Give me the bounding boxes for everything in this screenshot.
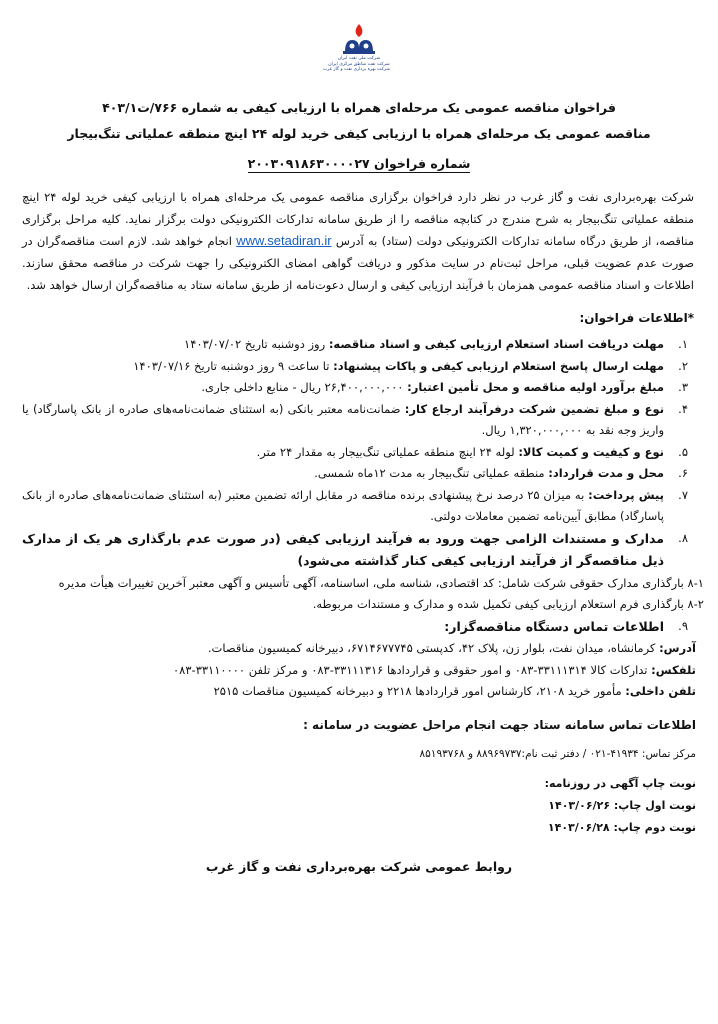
contact-label: تلفکس: <box>651 662 696 677</box>
contact-label: تلفن داخلی: <box>625 684 696 698</box>
item-number: ۵. <box>678 444 688 459</box>
list-item <box>22 442 696 464</box>
contact-value: کرمانشاه، میدان نفت، بلوار زن، پلاک ۴۲، کدپستی ۶۷۱۴۶۷۷۷۴۵، دبیرخانه کمیسیون مناقصات. <box>207 641 660 655</box>
item-label: مهلت ارسال پاسخ استعلام ارزیابی کیفی و پاکات پیشنهاد: <box>333 358 664 373</box>
footer-signature: روابط عمومی شرکت بهره‌برداری نفت و گاز غرب <box>205 858 513 874</box>
logo-text: شرکت ملی نفت ایران <box>337 56 381 61</box>
contact-value: تدارکات کالا ۳۳۱۱۱۳۱۴-۰۸۳ و امور حقوقی و قراردادها ۳۳۱۱۱۳۱۶-۰۸۳ و مرکز تلفن ۳۳۱۱۰۰۰۰-۰۸۳ <box>173 662 652 677</box>
item-label: نوع و کیفیت و کمیت کالا: <box>518 444 664 459</box>
logo-text: شرکت بهره برداری نفت و گاز غرب <box>322 67 390 72</box>
list-item <box>22 356 696 378</box>
list-item <box>22 399 696 442</box>
item-label: مهلت دریافت اسناد استعلام ارزیابی کیفی و اسناد مناقصه: <box>328 337 664 351</box>
contact-label: آدرس: <box>659 641 696 655</box>
item-number: ۱. <box>678 337 688 351</box>
setadiran-link[interactable]: www.setadiran.ir <box>236 233 332 248</box>
item-number: ۳. <box>678 380 688 394</box>
intro-text: انجام خواهد شد. لازم است مناقصه‌گران در صورت عدم عضویت قبلی، مراحل ثبت‌نام در سایت مذکور و دریافت گواهی امضای الکترونیکی را جهت شرکت در مناقصه محقق سازند. اطلاعات و اسناد مناقصه عمومی همزمان با فرآیند ارزیابی کیفی و ارسال دعوت‌نامه از طریق سامانه ستاد به مناقصه‌گران ارسال خواهد شد. <box>22 234 694 292</box>
item-text: ضمانت‌نامه معتبر بانکی (به استثنای ضمانت‌نامه‌های صادره از بانک پاسارگاد) یا واریز وجه نقد به ۱,۳۲۰,۰۰۰,۰۰۰ ریال. <box>22 401 664 437</box>
first-print-date: نوبت اول چاپ: ۱۴۰۳/۰۶/۲۶ <box>548 798 696 812</box>
item-number: ۷. <box>678 487 688 502</box>
list-item <box>22 377 696 399</box>
sub-list-item: ۸-۲ بارگذاری فرم استعلام ارزیابی کیفی تکمیل شده و مدارک و مستندات مربوطه. <box>312 597 704 611</box>
item-label: مبلغ برآورد اولیه مناقصه و محل تأمین اعتبار: <box>407 380 664 394</box>
list-item <box>22 463 696 485</box>
call-info-list <box>22 334 704 703</box>
item-number: ۶. <box>678 466 688 480</box>
intro-text: شرکت بهره‌برداری نفت و گاز غرب در نظر دارد فراخوان برگزاری مناقصه عمومی یک مرحله‌ای همراه با ارزیابی کیفی خرید لوله ۲۴ اینچ منطقه عملیاتی تنگ‌بیجار به شرح مندرج در کتابچه مناقصه را از طریق سامانه تدارکات الکترونیکی دولت برگزار نماید. کلیه مراحل برگزاری مناقصه، از طریق درگاه سامانه تدارکات الکترونیکی دولت (ستاد) به آدرس <box>22 190 695 248</box>
item-number: ۸. <box>678 530 688 545</box>
item-text: به میزان ۲۵ درصد نرخ پیشنهادی برنده مناقصه در مقابل ارائه تضمین معتبر (به استثنای ضمانت‌نامه‌های صادره از بانک پاسارگاد) مطابق آیین‌نامه تضمین معاملات دولتی. <box>22 487 664 523</box>
contact-title: اطلاعات تماس دستگاه مناقصه‌گزار: <box>444 618 664 634</box>
item-number: ۲. <box>678 358 688 373</box>
contact-row <box>22 638 696 660</box>
item-text: منطقه عملیاتی تنگ‌بیجار به مدت ۱۲ماه شمسی. <box>314 466 549 480</box>
item-label: پیش پرداخت: <box>588 487 665 502</box>
contact-item <box>22 616 696 703</box>
item-label: محل و مدت قرارداد: <box>548 466 664 480</box>
document-title: فراخوان مناقصه عمومی یک مرحله‌ای همراه با ارزیابی کیفی به شماره ۷۶۶/ت۴۰۳/۱ <box>102 100 616 115</box>
list-item <box>22 334 696 356</box>
nioc-emblem-icon <box>339 22 379 56</box>
list-item <box>22 485 696 528</box>
call-number-text: شماره فراخوان ۲۰۰۳۰۹۱۸۶۳۰۰۰۰۲۷ <box>247 156 471 171</box>
list-item <box>22 528 696 573</box>
logo-text: شرکت نفت مناطق مرکزی ایران <box>328 61 390 67</box>
item-label: مدارک و مستندات الزامی جهت ورود به فرآیند ارزیابی کیفی (در صورت عدم بارگذاری هر یک از مدارک ذیل مناقصه‌گر از فرآیند ارزیابی کیفی کنار گذاشته می‌شود) <box>22 530 664 568</box>
item-text: لوله ۲۴ اینچ منطقه عملیاتی تنگ‌بیجار به مقدار ۲۴ متر. <box>256 444 519 459</box>
item-number: ۴. <box>678 401 688 416</box>
sub-list-item: ۸-۱ بارگذاری مدارک حقوقی شرکت شامل: کد اقتصادی، شناسه ملی، اساسنامه، آگهی تأسیس و آگهی معتبر آخرین تغییرات هیأت مدیره <box>58 575 704 590</box>
item-label: نوع و مبلغ تضمین شرکت درفرآیند ارجاع کار: <box>404 401 665 416</box>
contact-row <box>22 660 696 682</box>
setad-contact-center: مرکز تماس: ۴۱۹۳۴-۰۲۱ / دفتر ثبت نام:۸۸۹۶۹۷۳۷ و ۸۵۱۹۳۷۶۸ <box>419 747 696 760</box>
section-title: *اطلاعات فراخوان: <box>579 311 694 325</box>
call-number <box>22 154 696 174</box>
newspaper-schedule <box>22 773 696 839</box>
company-logo <box>322 22 390 88</box>
item-text: روز دوشنبه تاریخ ۱۴۰۳/۰۷/۰۲ <box>184 337 329 351</box>
second-print-date: نوبت دوم چاپ: ۱۴۰۳/۰۶/۲۸ <box>547 820 696 834</box>
contact-value: مأمور خرید ۲۱۰۸، کارشناس امور قراردادها ۲۲۱۸ و دبیرخانه کمیسیون مناقصات ۲۵۱۵ <box>213 684 626 698</box>
intro-paragraph <box>22 186 694 296</box>
newspaper-title: نوبت چاپ آگهی در روزنامه: <box>544 776 696 790</box>
item-text: تا ساعت ۹ روز دوشنبه تاریخ ۱۴۰۳/۰۷/۱۶ <box>133 358 334 373</box>
document-subtitle: مناقصه عمومی یک مرحله‌ای همراه با ارزیابی کیفی خرید لوله ۲۴ اینچ منطقه عملیاتی تنگ‌بیجار <box>67 126 651 141</box>
setad-contact-title: اطلاعات تماس سامانه ستاد جهت انجام مراحل عضویت در سامانه : <box>303 717 696 732</box>
item-number: ۹. <box>678 618 688 633</box>
item-text: ۲۶,۴۰۰,۰۰۰,۰۰۰ ریال - منابع داخلی جاری. <box>201 380 408 394</box>
contact-row <box>22 681 696 703</box>
